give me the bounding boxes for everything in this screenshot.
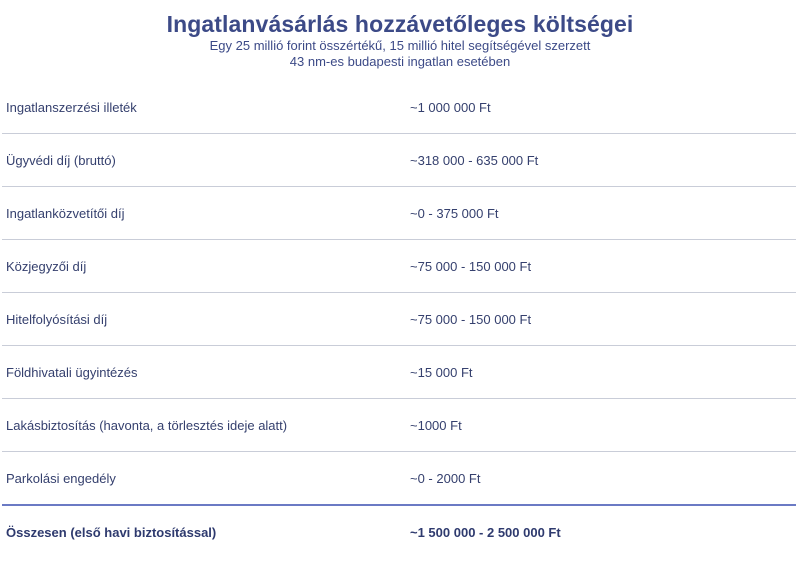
row-value: ~75 000 - 150 000 Ft bbox=[410, 311, 532, 327]
row-label: Földhivatali ügyintézés bbox=[6, 364, 138, 380]
row-value: ~15 000 Ft bbox=[410, 364, 473, 380]
total-value: ~1 500 000 - 2 500 000 Ft bbox=[410, 524, 561, 540]
row-label: Ingatlanközvetítői díj bbox=[6, 205, 125, 221]
subtitle-line-2: 43 nm-es budapesti ingatlan esetében bbox=[289, 54, 511, 69]
total-row bbox=[2, 506, 796, 558]
table-row bbox=[2, 81, 796, 134]
page-title: Ingatlanvásárlás hozzávetőleges költségei bbox=[166, 11, 634, 37]
total-label: Összesen (első havi biztosítással) bbox=[6, 524, 217, 540]
row-label: Lakásbiztosítás (havonta, a törlesztés ideje alatt) bbox=[6, 417, 288, 433]
row-value: ~1 000 000 Ft bbox=[410, 99, 491, 115]
table-row bbox=[2, 240, 796, 293]
row-label: Ügyvédi díj (bruttó) bbox=[6, 152, 116, 168]
table-row bbox=[2, 452, 796, 506]
row-value: ~0 - 375 000 Ft bbox=[410, 205, 499, 221]
row-label: Hitelfolyósítási díj bbox=[6, 311, 108, 327]
row-value: ~0 - 2000 Ft bbox=[410, 470, 481, 486]
row-label: Közjegyzői díj bbox=[6, 258, 87, 274]
subtitle-line-1: Egy 25 millió forint összértékű, 15 millió hitel segítségével szerzett bbox=[209, 38, 591, 53]
table-row bbox=[2, 134, 796, 187]
cost-table bbox=[2, 81, 796, 558]
table-row bbox=[2, 293, 796, 346]
row-label: Parkolási engedély bbox=[6, 470, 116, 486]
table-row bbox=[2, 399, 796, 452]
table-row bbox=[2, 346, 796, 399]
row-value: ~318 000 - 635 000 Ft bbox=[410, 152, 539, 168]
header bbox=[0, 0, 800, 70]
row-label: Ingatlanszerzési illeték bbox=[6, 99, 137, 115]
row-value: ~75 000 - 150 000 Ft bbox=[410, 258, 532, 274]
row-value: ~1000 Ft bbox=[410, 417, 462, 433]
table-row bbox=[2, 187, 796, 240]
